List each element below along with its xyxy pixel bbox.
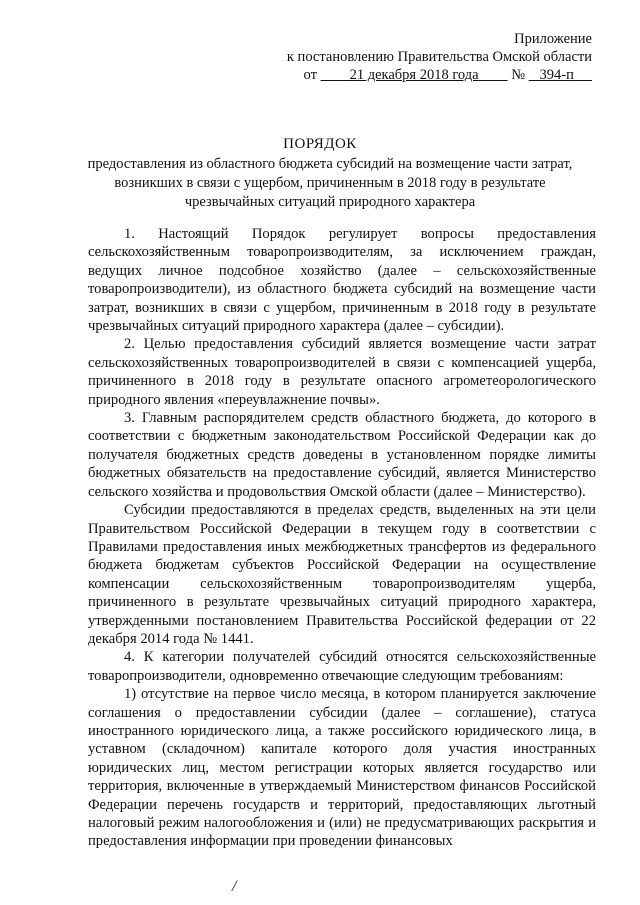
paragraph-4: 4. К категории получателей субсидий относятся сельскохозяйственные товаропроизводители, одновременно отвечающие следующим требованиям: — [88, 649, 596, 684]
annex-date-line — [262, 66, 592, 84]
paragraph-2: 2. Целью предоставления субсидий является возмещение части затрат сельскохозяйственных товаропроизводителей в связи с компенсацией ущерба, причиненного в 2018 году в результате опасного агрометеорологического природного явления «переувлажнение почвы». — [88, 336, 596, 408]
annex-title: Приложение — [514, 31, 592, 47]
annex-resolution: к постановлению Правительства Омской области — [286, 49, 592, 65]
document-body — [88, 225, 596, 851]
page-mark: / — [232, 878, 237, 895]
document-title: ПОРЯДОК — [283, 136, 357, 152]
annex-number: 394-п — [539, 67, 574, 83]
paragraph-3-subsidies: Субсидии предоставляются в пределах средств, выделенных на эти цели Правительством Российской Федерации в текущем году в соответствии с Правилами предоставления иных межбюджетных трансфертов из федерального бюджета бюджетам субъектов Российской Федерации на осуществление компенсации сельскохозяйственным товаропроизводителям ущерба, причиненного в результате чрезвычайных ситуаций природного характера, утвержденными постановлением Правительства Российской федерации от 22 декабря 2014 года № 1441. — [88, 502, 596, 647]
paragraph-4-item-1: 1) отсутствие на первое число месяца, в котором планируется заключение соглашения о предоставлении субсидии (далее – соглашение), статуса иностранного юридического лица, а также российского юридического лица, в уставном (складочном) капитале которого доля участия иностранных юридических лиц, местом регистрации которых является государство или территория, включенные в утверждаемый Министерством финансов Российской Федерации перечень государств и территорий, предоставляющих льготный налоговый режим налогообложения и (или) не предусматривающих раскрытия и предоставления информации при проведении финансовых — [88, 686, 596, 850]
annex-number-label: № — [511, 67, 526, 83]
annex-date: 21 декабря 2018 года — [349, 67, 479, 83]
paragraph-3: 3. Главным распорядителем средств областного бюджета, до которого в соответствии с бюджетным законодательством Российской Федерации как до получателя бюджетных средств доведены в установленном порядке лимиты бюджетных обязательств на предоставление субсидий, является Министерство сельского хозяйства и продовольствия Омской области (далее – Министерство). — [88, 410, 596, 500]
annex-header — [262, 30, 592, 84]
annex-from-label: от — [303, 67, 317, 83]
paragraph-1: 1. Настоящий Порядок регулирует вопросы предоставления сельскохозяйственным товаропроизводителям, за исключением граждан, ведущих личное подсобное хозяйство (далее – сельскохозяйственные товаропроизводители), из областного бюджета субсидий на возмещение части затрат, возникших в связи с ущербом, причиненным в 2018 году в результате чрезвычайных ситуаций природного характера (далее – субсидии). — [88, 226, 596, 335]
document-subtitle: предоставления из областного бюджета субсидий на возмещение части затрат, возникших в связи с ущербом, причиненным в 2018 году в результате чрезвычайных ситуаций природного характера — [87, 156, 573, 210]
